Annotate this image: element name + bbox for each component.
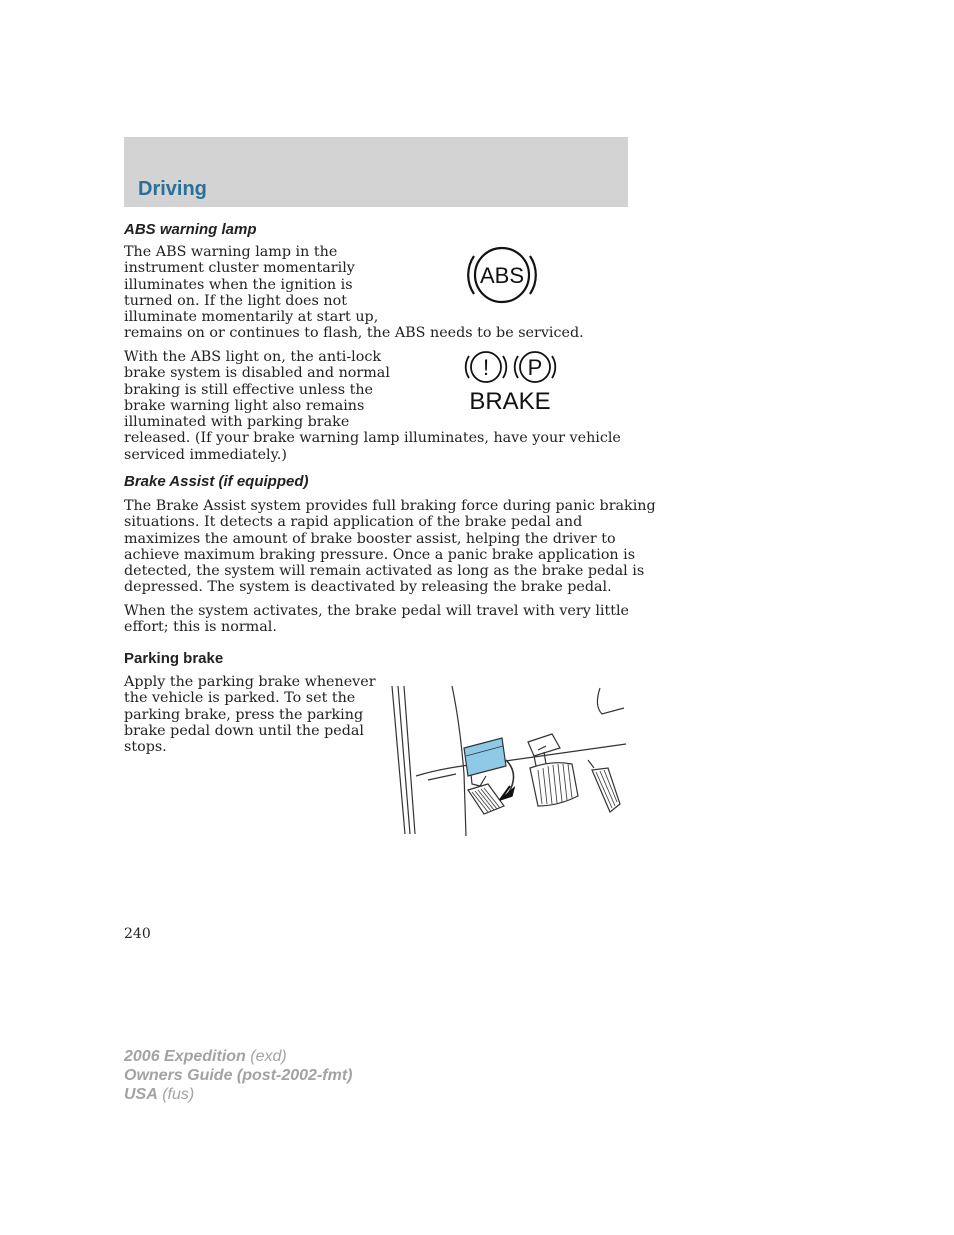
section-title: Driving: [138, 178, 207, 200]
footer-line-1: [124, 1047, 352, 1066]
text-line: brake system is disabled and normal: [124, 365, 390, 382]
text-line: effort; this is normal.: [124, 619, 277, 636]
text-line: remains on or continues to flash, the ABS needs to be serviced.: [124, 325, 584, 342]
footer-model-code: (exd): [245, 1048, 287, 1065]
footer-market: USA: [124, 1086, 158, 1103]
parking-brake-heading: Parking brake: [124, 650, 224, 667]
text-line: braking is still effective unless the: [124, 381, 374, 398]
text-line: The ABS warning lamp in the: [124, 244, 338, 260]
brake-icon-label: BRAKE: [469, 388, 551, 414]
text-line: With the ABS light on, the anti-lock: [124, 349, 382, 365]
text-line: the vehicle is parked. To set the: [124, 690, 356, 707]
text-line: illuminates when the ignition is: [124, 276, 353, 293]
abs-heading: ABS warning lamp: [124, 221, 257, 238]
text-line: instrument cluster momentarily: [124, 260, 355, 277]
brake-assist-paragraph-2: [124, 603, 629, 636]
text-line: detected, the system will remain activated as long as the brake pedal is: [124, 563, 645, 580]
document-footer: [124, 1047, 352, 1104]
text-line: serviced immediately.): [124, 446, 287, 463]
text-line: The Brake Assist system provides full braking force during panic braking: [124, 498, 656, 514]
abs-warning-icon: [462, 242, 542, 308]
brake-icon-symbol-p: P: [527, 355, 543, 380]
abs-icon-label: ABS: [479, 263, 525, 288]
page-number: 240: [124, 926, 151, 942]
section-header-band: [124, 137, 628, 207]
brake-icon-symbol-exclamation: !: [482, 355, 490, 380]
text-line: released. (If your brake warning lamp illuminates, have your vehicle: [124, 430, 621, 447]
text-line: achieve maximum braking pressure. Once a panic brake application is: [124, 546, 636, 563]
brake-warning-icon: [462, 346, 558, 414]
text-line: turned on. If the light does not: [124, 292, 347, 309]
footer-market-code: (fus): [157, 1086, 195, 1103]
text-line: situations. It detects a rapid application of the brake pedal and: [124, 514, 583, 531]
text-line: Apply the parking brake whenever: [124, 674, 376, 690]
footer-line-2: Owners Guide (post-2002-fmt): [124, 1067, 353, 1084]
parking-brake-pedal-illustration: [388, 684, 628, 838]
text-line: parking brake, press the parking: [124, 706, 364, 723]
text-line: maximizes the amount of brake booster assist, helping the driver to: [124, 530, 616, 547]
exclamation-circle-icon: [466, 352, 507, 382]
text-line: illuminated with parking brake: [124, 414, 350, 431]
brake-assist-heading: Brake Assist (if equipped): [124, 473, 309, 490]
text-line: stops.: [124, 739, 167, 756]
footer-line-3: [124, 1085, 352, 1104]
text-line: brake pedal down until the pedal: [124, 722, 365, 739]
text-line: depressed. The system is deactivated by releasing the brake pedal.: [124, 579, 612, 596]
footer-model: 2006 Expedition: [124, 1048, 246, 1065]
parking-circle-icon: [515, 352, 556, 382]
text-line: brake warning light also remains: [124, 397, 365, 414]
parking-brake-paragraph: [124, 674, 376, 755]
text-line: When the system activates, the brake pedal will travel with very little: [124, 603, 629, 619]
text-line: illuminate momentarily at start up,: [124, 309, 379, 326]
brake-assist-paragraph-1: [124, 498, 656, 596]
